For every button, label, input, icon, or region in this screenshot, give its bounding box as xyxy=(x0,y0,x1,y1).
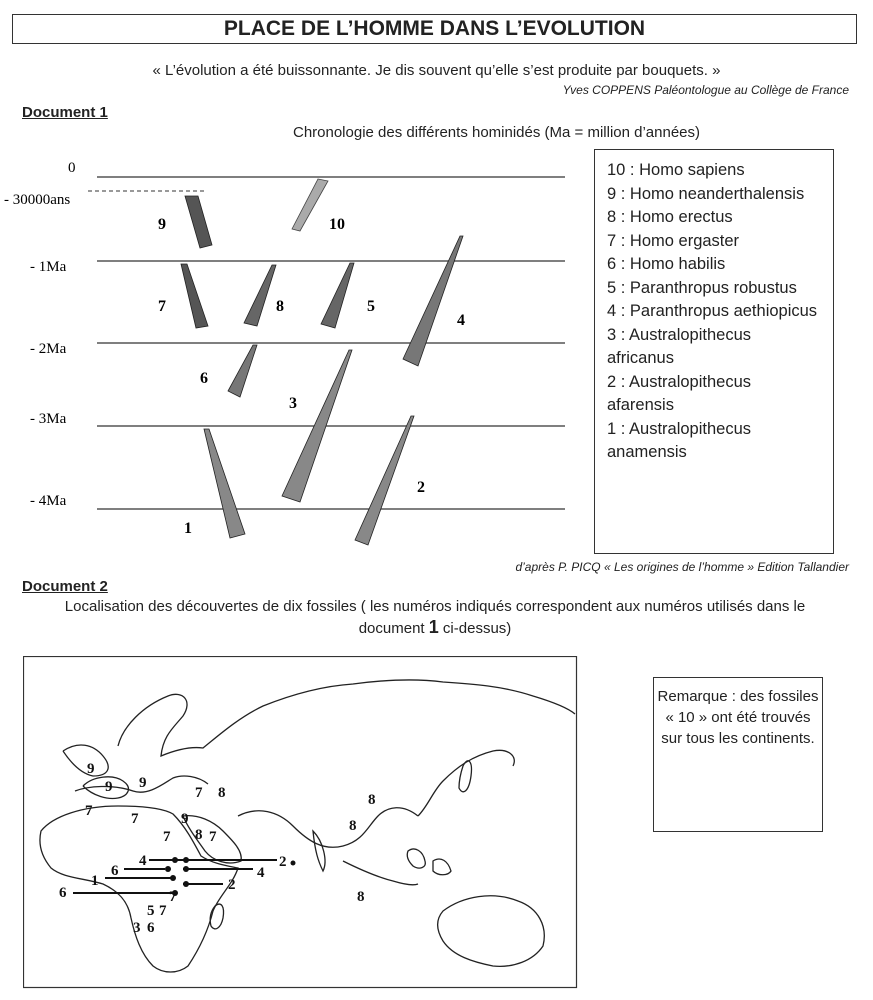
page-title: PLACE DE L’HOMME DANS L’EVOLUTION xyxy=(12,14,857,44)
map-label: 9 xyxy=(139,775,147,791)
legend-item: 9 : Homo neanderthalensis xyxy=(607,184,805,203)
time-label-4ma: - 4Ma xyxy=(30,493,67,509)
map-label: 2 xyxy=(279,854,287,870)
document2-subtitle-ref: 1 xyxy=(428,617,439,637)
lineage-2 xyxy=(355,416,414,545)
map-label: 8 xyxy=(368,792,376,808)
species-legend xyxy=(594,149,834,554)
legend-item: 10 : Homo sapiens xyxy=(607,161,745,179)
map-label: 3 xyxy=(133,920,141,936)
map-label: 8 xyxy=(349,818,357,834)
quote: « L’évolution a été buissonnante. Je dis souvent qu’elle s’est produite par bouquets. » xyxy=(152,62,721,79)
map-label: 6 xyxy=(111,863,119,879)
species-number-4: 4 xyxy=(457,312,465,329)
map-label: 8 xyxy=(218,785,226,801)
time-label-1ma: - 1Ma xyxy=(30,259,67,275)
legend-item: 1 : Australopithecus anamensis xyxy=(607,419,752,461)
species-number-6: 6 xyxy=(200,370,208,387)
document2-subtitle-text: Localisation des découvertes de dix fossiles ( les numéros indiqués correspondent aux numéros utilisés dans le document xyxy=(64,598,806,637)
species-number-1: 1 xyxy=(184,520,192,537)
species-number-5: 5 xyxy=(367,298,375,315)
map-label: 8 xyxy=(195,827,203,843)
document2-heading: Document 2 xyxy=(22,578,108,595)
world-map xyxy=(23,656,578,989)
legend-item: 2 : Australopithecus afarensis xyxy=(607,372,752,414)
lineage-8 xyxy=(244,265,276,326)
map-label: 7 xyxy=(209,829,217,845)
chronology-diagram xyxy=(0,150,590,550)
lineage-10 xyxy=(292,179,328,231)
map-label: 6 xyxy=(147,920,155,936)
species-number-9: 9 xyxy=(158,216,166,233)
species-number-8: 8 xyxy=(276,298,284,315)
map-label: 5 xyxy=(147,903,155,919)
map-label: 7 xyxy=(85,803,93,819)
map-label: 7 xyxy=(169,889,177,905)
lineage-7 xyxy=(181,264,208,328)
document2-subtitle-end: ci-dessus) xyxy=(438,620,512,637)
document2-subtitle xyxy=(30,597,840,639)
remark-box: Remarque : des fossiles « 10 » ont été trouvés sur tous les continents. xyxy=(653,677,823,832)
lineage-6 xyxy=(228,345,257,397)
map-label: 4 xyxy=(257,865,265,881)
map-label: 9 xyxy=(87,761,95,777)
lineage-5 xyxy=(321,263,354,328)
species-number-7: 7 xyxy=(158,298,166,315)
map-label: 9 xyxy=(181,811,189,827)
time-label-30000ans: - 30000ans xyxy=(4,192,71,208)
map-label: 7 xyxy=(159,903,167,919)
map-label: 2 xyxy=(228,877,236,893)
map-label: 9 xyxy=(105,779,113,795)
time-label-0: 0 xyxy=(68,160,76,176)
legend-item: 4 : Paranthropus aethiopicus xyxy=(607,302,818,320)
time-label-2ma: - 2Ma xyxy=(30,341,67,357)
map-label: 7 xyxy=(131,811,139,827)
legend-item: 7 : Homo ergaster xyxy=(607,231,740,250)
time-label-3ma: - 3Ma xyxy=(30,411,67,427)
species-number-3: 3 xyxy=(289,395,297,412)
quote-author: Yves COPPENS Paléontologue au Collège de France xyxy=(562,83,849,97)
legend-item: 3 : Australopithecus africanus xyxy=(607,325,752,367)
species-number-2: 2 xyxy=(417,479,425,496)
legend-item: 5 : Paranthropus robustus xyxy=(607,278,797,297)
document1-subtitle: Chronologie des différents hominidés (Ma = million d’années) xyxy=(292,124,701,141)
document1-source: d’après P. PICQ « Les origines de l’homme » Edition Tallandier xyxy=(515,560,849,574)
map-label: 8 xyxy=(357,889,365,905)
map-label: 6 xyxy=(59,885,67,901)
map-label: 1 xyxy=(91,873,99,889)
map-label: 4 xyxy=(139,853,147,869)
lineage-4 xyxy=(403,236,463,366)
map-label: 7 xyxy=(195,785,203,801)
legend-item: 6 : Homo habilis xyxy=(607,255,726,273)
lineage-9 xyxy=(185,196,212,248)
species-number-10: 10 xyxy=(329,216,345,233)
document1-heading: Document 1 xyxy=(22,104,108,121)
map-label: 7 xyxy=(163,829,171,845)
legend-item: 8 : Homo erectus xyxy=(607,208,733,226)
map-frame xyxy=(24,657,577,988)
lineage-1 xyxy=(204,429,245,538)
